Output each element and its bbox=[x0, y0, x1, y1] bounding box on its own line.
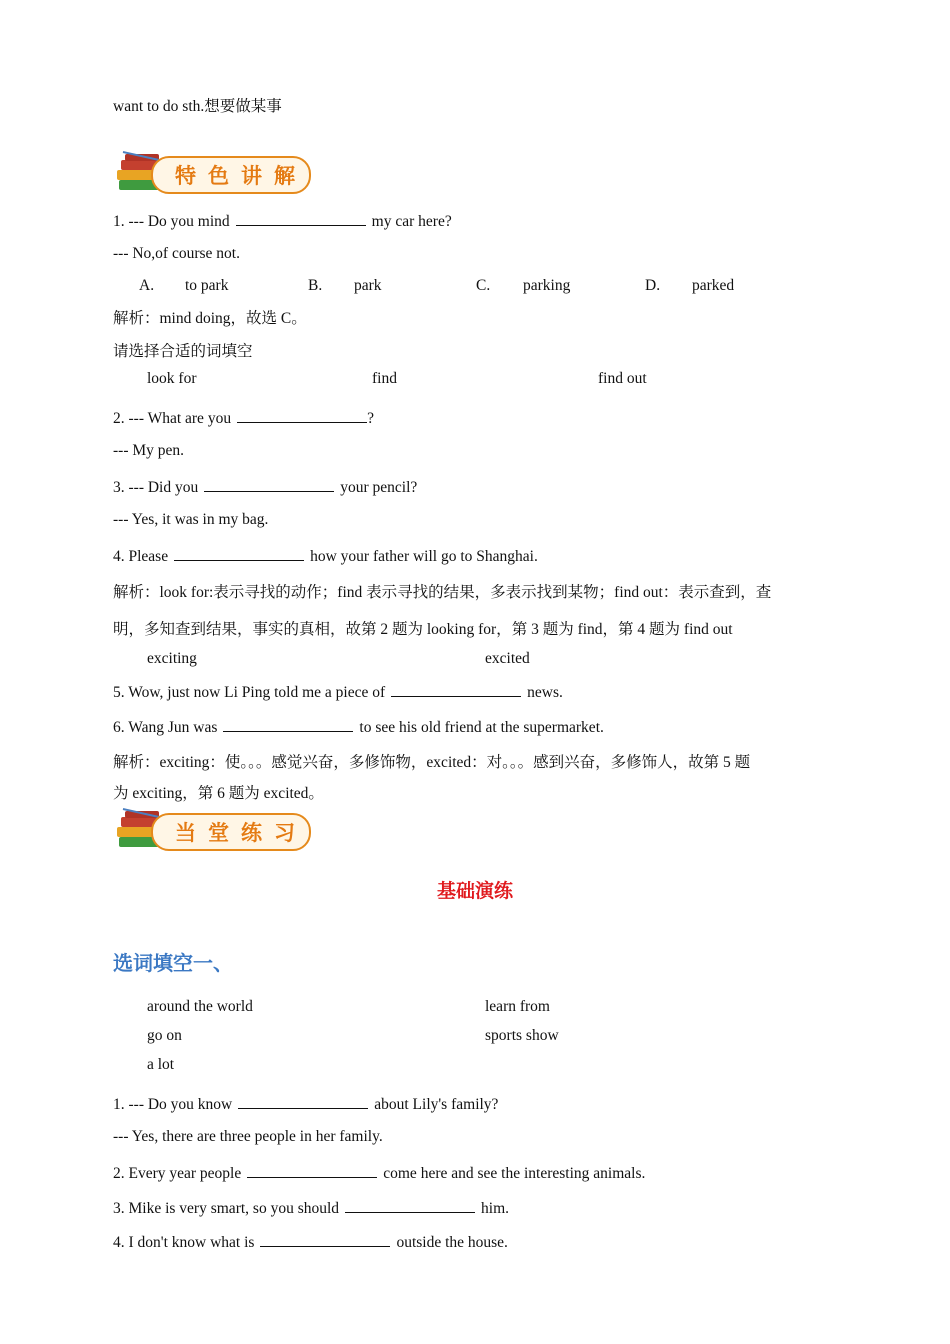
option-d: D. bbox=[645, 277, 661, 294]
word-around-the-world: around the world bbox=[147, 998, 253, 1015]
option-a-text: to park bbox=[185, 277, 229, 294]
answer-blank[interactable] bbox=[345, 1197, 475, 1213]
question-6: 6. Wang Jun was to see his old friend at the supermarket. bbox=[113, 716, 604, 737]
word-learn-from: learn from bbox=[485, 998, 550, 1015]
word-excited: excited bbox=[485, 650, 530, 667]
exercise-1-answer: --- Yes, there are three people in her family. bbox=[113, 1128, 383, 1145]
analysis-2-line-2: 明，多知查到结果，事实的真相，故第 2 题为 looking for，第 3 题为 find，第 4 题为 find out bbox=[113, 621, 733, 638]
analysis-3-line-1: 解析：exciting：使。。。感觉兴奋，多修饰物，excited：对。。。感到兴奋，多修饰人，故第 5 题 bbox=[113, 754, 751, 771]
practice-banner bbox=[113, 807, 311, 855]
option-d-text: parked bbox=[692, 277, 735, 294]
question-3: 3. --- Did you your pencil? bbox=[113, 476, 417, 497]
feature-banner-title: 特色讲解 bbox=[175, 164, 307, 188]
analysis-2-line-1: 解析：look for:表示寻找的动作；find 表示寻找的结果，多表示找到某物；find out：表示查到，查 bbox=[113, 584, 772, 601]
question-1: 1. --- Do you mind my car here? bbox=[113, 210, 452, 231]
answer-blank[interactable] bbox=[237, 407, 367, 423]
answer-blank[interactable] bbox=[238, 1093, 368, 1109]
question-1-answer: --- No,of course not. bbox=[113, 245, 240, 262]
word-find-out: find out bbox=[598, 370, 647, 387]
option-c: C. bbox=[476, 277, 491, 294]
practice-banner-title: 当堂练习 bbox=[175, 821, 307, 845]
answer-blank[interactable] bbox=[174, 545, 304, 561]
feature-banner bbox=[113, 150, 311, 198]
option-b: B. bbox=[308, 277, 323, 294]
option-a: A. bbox=[139, 277, 155, 294]
analysis-3-line-2: 为 exciting，第 6 题为 excited。 bbox=[113, 785, 324, 802]
word-exciting: exciting bbox=[147, 650, 197, 667]
question-4: 4. Please how your father will go to Shanghai. bbox=[113, 545, 538, 566]
word-go-on: go on bbox=[147, 1027, 182, 1044]
word-sports-show: sports show bbox=[485, 1027, 559, 1044]
word-look-for: look for bbox=[147, 370, 197, 387]
question-2: 2. --- What are you ? bbox=[113, 407, 374, 428]
answer-blank[interactable] bbox=[260, 1231, 390, 1247]
section-title: 基础演练 bbox=[436, 880, 513, 902]
question-3-answer: --- Yes, it was in my bag. bbox=[113, 511, 269, 528]
word-find: find bbox=[372, 370, 397, 387]
option-b-text: park bbox=[354, 277, 382, 294]
analysis-1: 解析：mind doing，故选 C。 bbox=[113, 310, 307, 327]
exercise-1: 1. --- Do you know about Lily's family? bbox=[113, 1093, 498, 1114]
answer-blank[interactable] bbox=[223, 716, 353, 732]
exercise-4: 4. I don't know what is outside the house. bbox=[113, 1231, 508, 1252]
answer-blank[interactable] bbox=[247, 1162, 377, 1178]
question-2-answer: --- My pen. bbox=[113, 442, 185, 459]
answer-blank[interactable] bbox=[204, 476, 334, 492]
exercise-2: 2. Every year people come here and see the interesting animals. bbox=[113, 1162, 645, 1183]
intro-line: want to do sth.想要做某事 bbox=[113, 98, 282, 115]
exercise-3: 3. Mike is very smart, so you should him. bbox=[113, 1197, 509, 1218]
choose-prompt: 请选择合适的词填空 bbox=[113, 343, 253, 360]
option-c-text: parking bbox=[523, 277, 571, 294]
sub-heading: 选词填空一、 bbox=[113, 951, 233, 975]
answer-blank[interactable] bbox=[236, 210, 366, 226]
word-a-lot: a lot bbox=[147, 1056, 175, 1073]
question-5: 5. Wow, just now Li Ping told me a piece of news. bbox=[113, 681, 563, 702]
answer-blank[interactable] bbox=[391, 681, 521, 697]
